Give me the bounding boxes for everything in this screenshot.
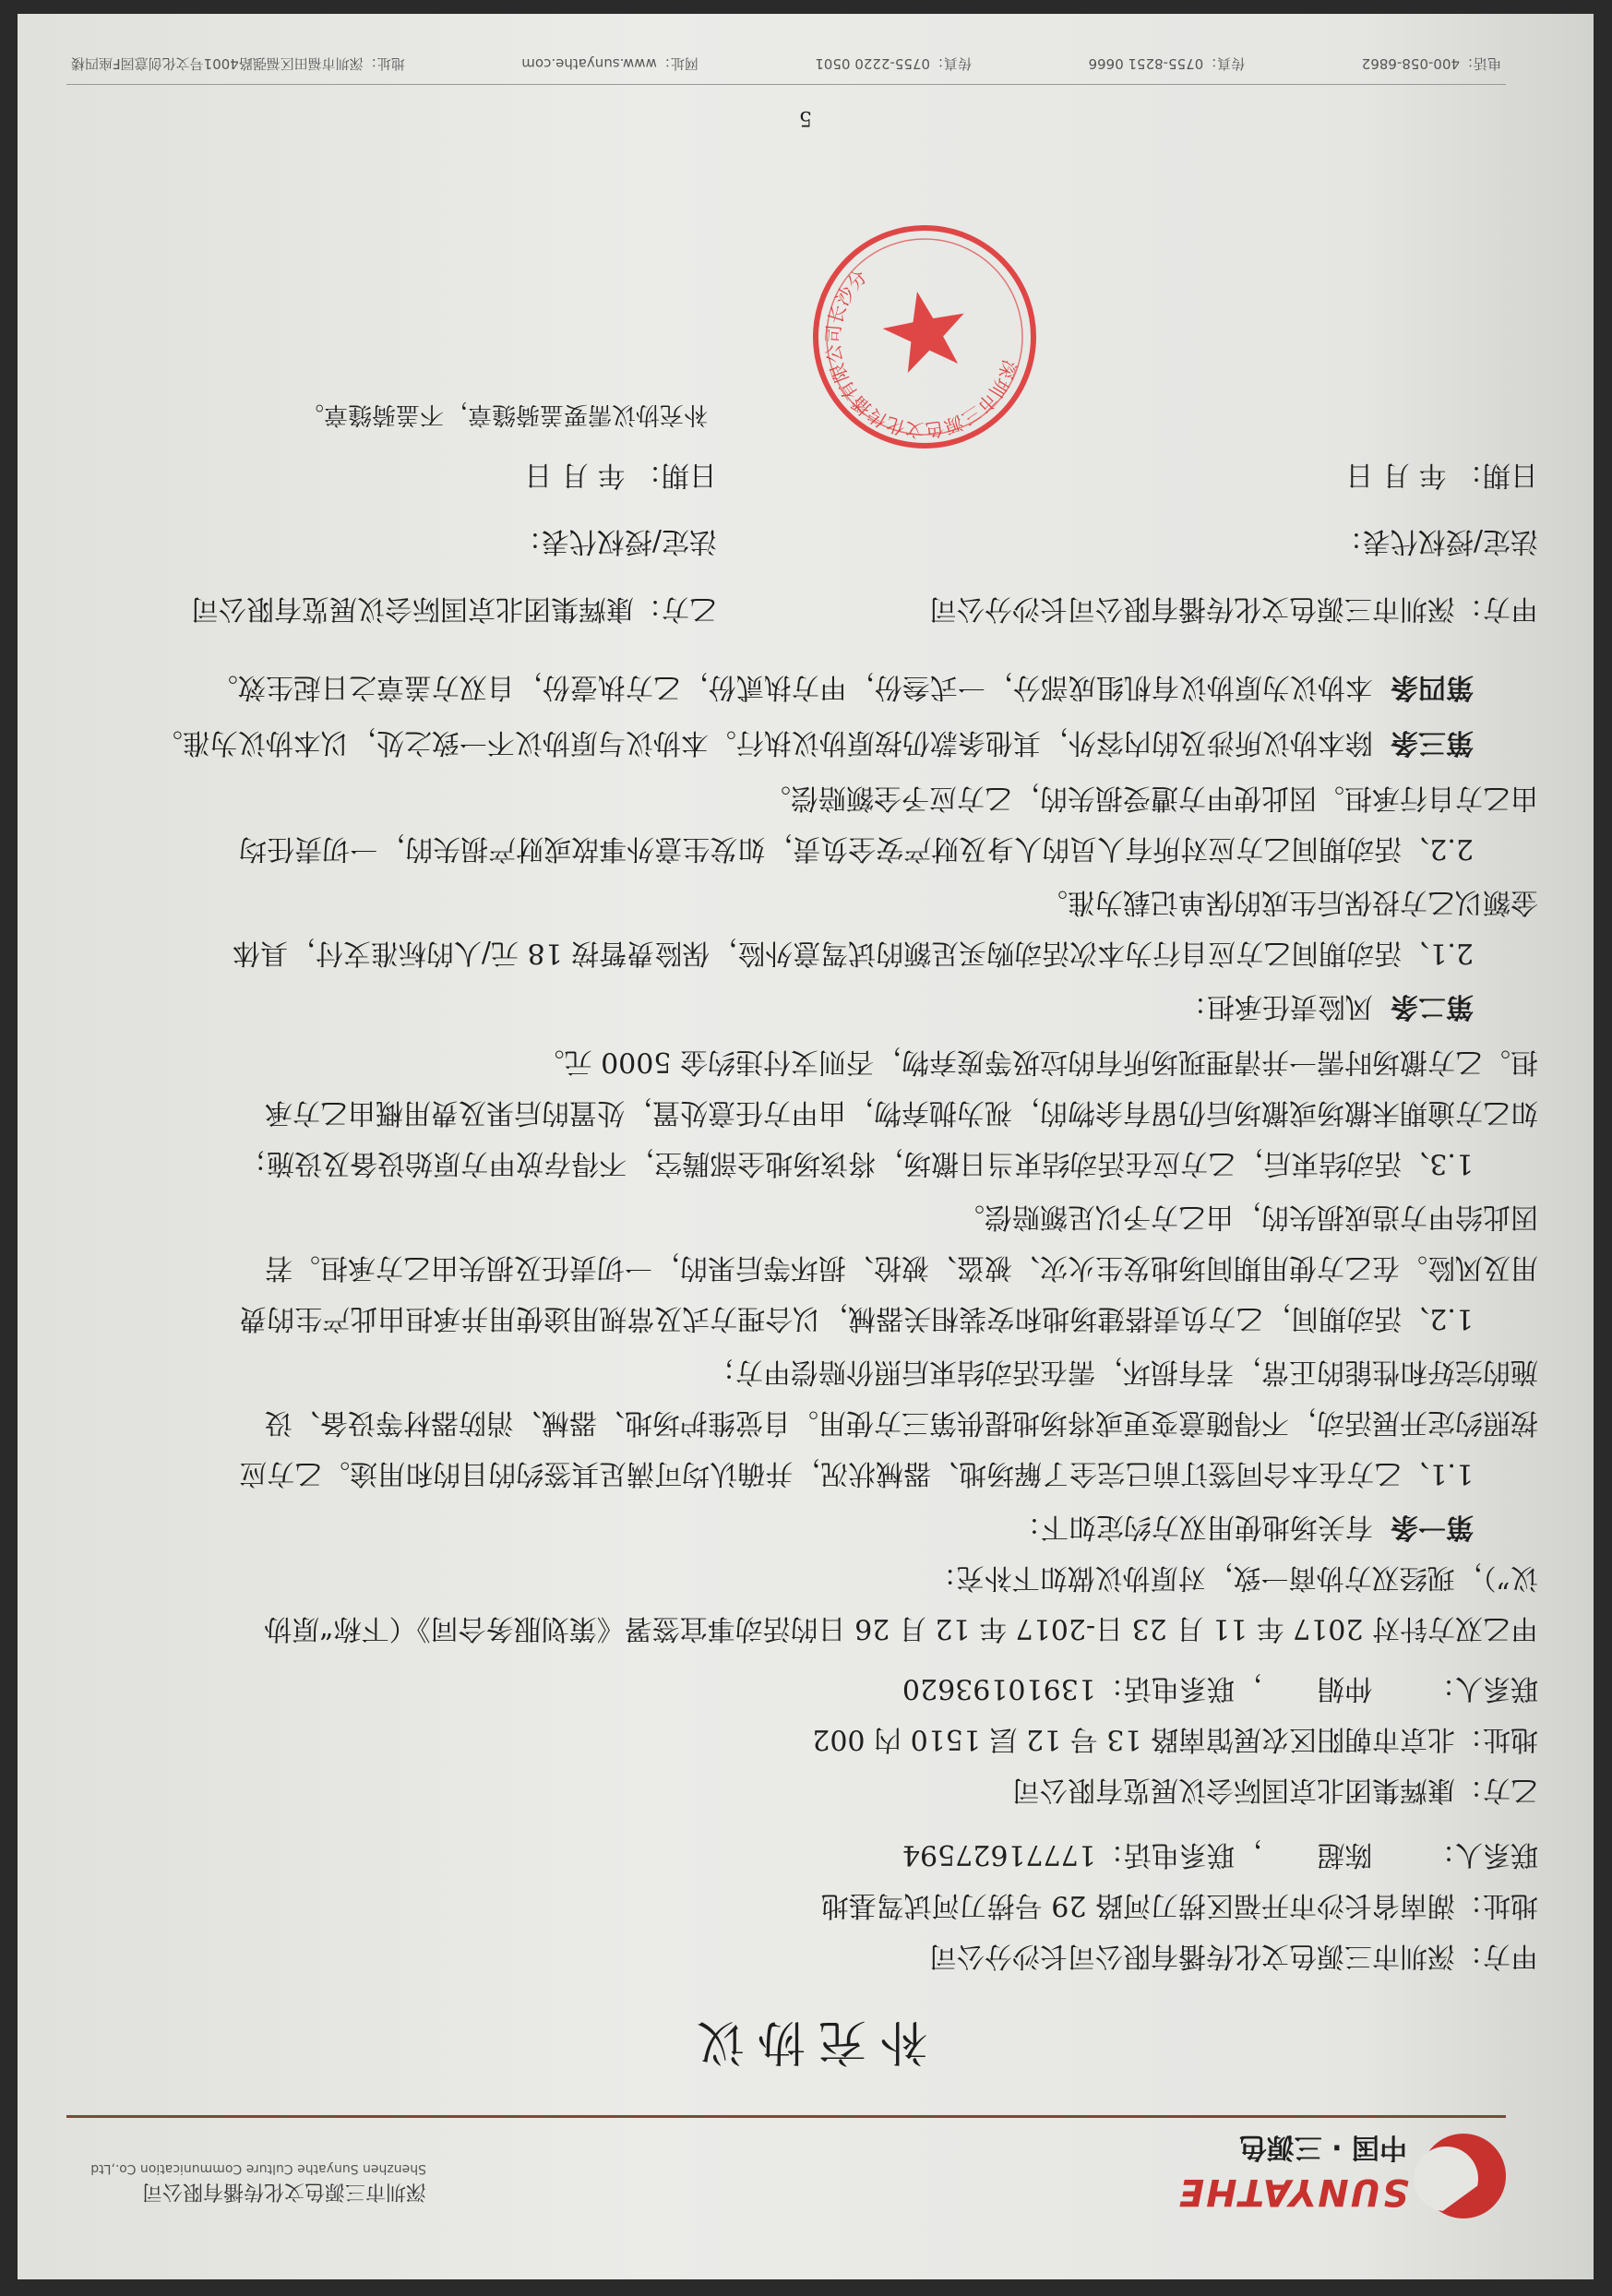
article-3 — [155, 725, 1474, 766]
party-b-contact-label: 联系人： — [1427, 1672, 1538, 1704]
footer-divider — [66, 84, 1506, 85]
article-2-line: 由乙方自行承担。因此使甲方遭受损失的，乙方应予全额赔偿。 — [763, 782, 1538, 814]
sunyathe-logo-mark — [1421, 2134, 1506, 2218]
article-1-title: 有关场地使用双方约定如下： — [1012, 1511, 1373, 1543]
footer-web: 网址：www.sunyathe.com — [521, 55, 699, 72]
article-1-line: 如乙方逾期未撤场或撤场后仍留有余物的，视为抛弃物，由甲方任意处置，处置的后果及费用概由乙方承 — [265, 1096, 1538, 1129]
article-1-line: 因此给甲方造成损失的，由乙方予以足额赔偿。 — [957, 1201, 1538, 1233]
party-a-phone: ，联系电话：17771627594 — [902, 1838, 1262, 1871]
article-4 — [210, 670, 1474, 711]
article-1-line: 1.1、乙方在本合同签订前已完全了解场地、器械状况，并确认均可满足其签约的目的和用途。乙方应 — [239, 1457, 1474, 1489]
company-seal-graphic — [771, 184, 1078, 490]
party-b-address: 地址：北京市朝阳区农展馆南路 13 号 12 层 1510 内 002 — [812, 1723, 1538, 1755]
footer-address: 地址：深圳市福田区福强路4001号文化创意园F座四楼 — [71, 55, 405, 72]
preamble-line: 甲乙双方针对 2017 年 11 月 23 日-2017 年 12 月 26 日的活动事宜签署《策划服务合同》（下称“原协 — [264, 1612, 1538, 1644]
signature-date-a: 日期： 年 月 日 — [1345, 459, 1538, 491]
article-2-line: 2.2、活动期间乙方应对所有人员的人身及财产安全负责，如发生意外事故或财产损失的，一切责任均 — [239, 832, 1474, 865]
signature-rep-b: 法定/授权代表： — [513, 525, 717, 557]
article-2-title: 风险责任承担： — [1178, 990, 1373, 1022]
party-b-name: 乙方：康辉集团北京国际会议展览有限公司 — [1012, 1774, 1538, 1806]
article-1-line: 1.3、活动结束后，乙方应在活动结束当日撤场，将该场地全部腾空，不得存放甲方原始设备及设施； — [239, 1147, 1474, 1179]
article-1-line: 施的完好和性能的正常，若有损坏，需在活动结束后照价赔偿甲方； — [708, 1356, 1538, 1388]
article-4-text: 本协议为原协议有机组成部分，一式叁份，甲方执贰份，乙方执壹份，自双方盖章之日起生效。 — [209, 671, 1373, 703]
article-2-line: 金额以乙方投保后生成的保单记载为准。 — [1040, 886, 1538, 918]
article-4-label: 第四条 — [1391, 671, 1474, 703]
letterhead-company-en: Shenzhen Sunyathe Culture Communication Co.,Ltd — [90, 2161, 426, 2176]
logo-brand: SUNYATHE — [1176, 2170, 1409, 2213]
article-1-heading — [1013, 1510, 1474, 1550]
footer — [71, 54, 1501, 74]
party-a-contact-name: 陈超 — [1317, 1838, 1373, 1871]
article-3-label: 第三条 — [1391, 726, 1474, 759]
article-2-heading — [1179, 989, 1474, 1030]
preamble-line: 议”），现经双方协商一致，对原协议做如下补充： — [928, 1561, 1538, 1594]
party-a-contact-label: 联系人： — [1427, 1838, 1538, 1871]
letterhead-company-cn: 深圳市三源色文化传播有限公司 — [141, 2180, 426, 2203]
article-1-line: 按照约定开展活动，不得随意变更或将场地提供第三方使用。自觉维护场地、器械、消防器材等设备、设 — [265, 1406, 1538, 1439]
party-b-phone: ，联系电话：13910193620 — [902, 1672, 1262, 1704]
seal-star-icon — [870, 285, 978, 390]
party-a-contact — [902, 1837, 1538, 1878]
seal-text: 深圳市三源色文化传播有限公司长沙分公司 — [821, 265, 1021, 442]
party-a-address: 地址：湖南省长沙市开福区捞刀河路 29 号捞刀河试驾基地 — [820, 1889, 1538, 1921]
company-seal — [771, 184, 1078, 490]
party-b-contact — [902, 1671, 1538, 1712]
document-page — [18, 14, 1594, 2279]
signature-party-a: 甲方：深圳市三源色文化传播有限公司长沙分公司 — [929, 592, 1538, 625]
party-b-contact-name: 仲娟 — [1317, 1672, 1373, 1704]
header-divider — [66, 2115, 1506, 2118]
party-a-name: 甲方：深圳市三源色文化传播有限公司长沙分公司 — [929, 1940, 1538, 1972]
svg-text:深圳市三源色文化传播有限公司长沙分公司 — [777, 262, 1052, 490]
footer-phone: 电话：400-058-6862 — [1361, 55, 1501, 72]
logo-brand-cn: 中国 · 三源色 — [1238, 2131, 1407, 2163]
signature-date-b: 日期： 年 月 日 — [524, 459, 717, 491]
document-title: 补充协议 — [684, 2014, 928, 2069]
seal-note: 补充协议需要盖骑缝章，不盖骑缝章。 — [299, 401, 708, 428]
signature-rep-a: 法定/授权代表： — [1334, 525, 1538, 557]
signature-party-b: 乙方：康辉集团北京国际会议展览有限公司 — [191, 592, 717, 625]
article-1-line: 用及风险。在乙方使用期间场地发生火灾、被盗、被抢、损坏等后果的，一切责任及损失由乙方承担。若 — [265, 1251, 1538, 1284]
article-3-text: 除本协议所涉及的内容外，其他条款仍按原协议执行。本协议与原协议不一致之处，以本协议为准。 — [154, 726, 1373, 759]
article-2-label: 第二条 — [1391, 990, 1474, 1022]
footer-fax: 传真：0755-8251 0666 — [1088, 55, 1246, 72]
page-number: 5 — [799, 106, 812, 129]
article-1-line: 1.2、活动期间，乙方负责搭建场地和安装相关器械，以合理方式及常规用途使用并承担由此产生的费 — [239, 1302, 1474, 1334]
article-1-label: 第一条 — [1391, 1511, 1474, 1543]
footer-tel: 传真：0755-2220 0501 — [815, 55, 973, 72]
article-1-line: 担。乙方撤场时需一并清理现场所有的垃圾等废弃物，否则支付违约金 5000 元。 — [536, 1046, 1538, 1078]
article-2-line: 2.1、活动期间乙方应自行为本次活动购买足额的试驾意外险，保险费暂按 18 元/人的标准支付，具体 — [232, 937, 1474, 969]
